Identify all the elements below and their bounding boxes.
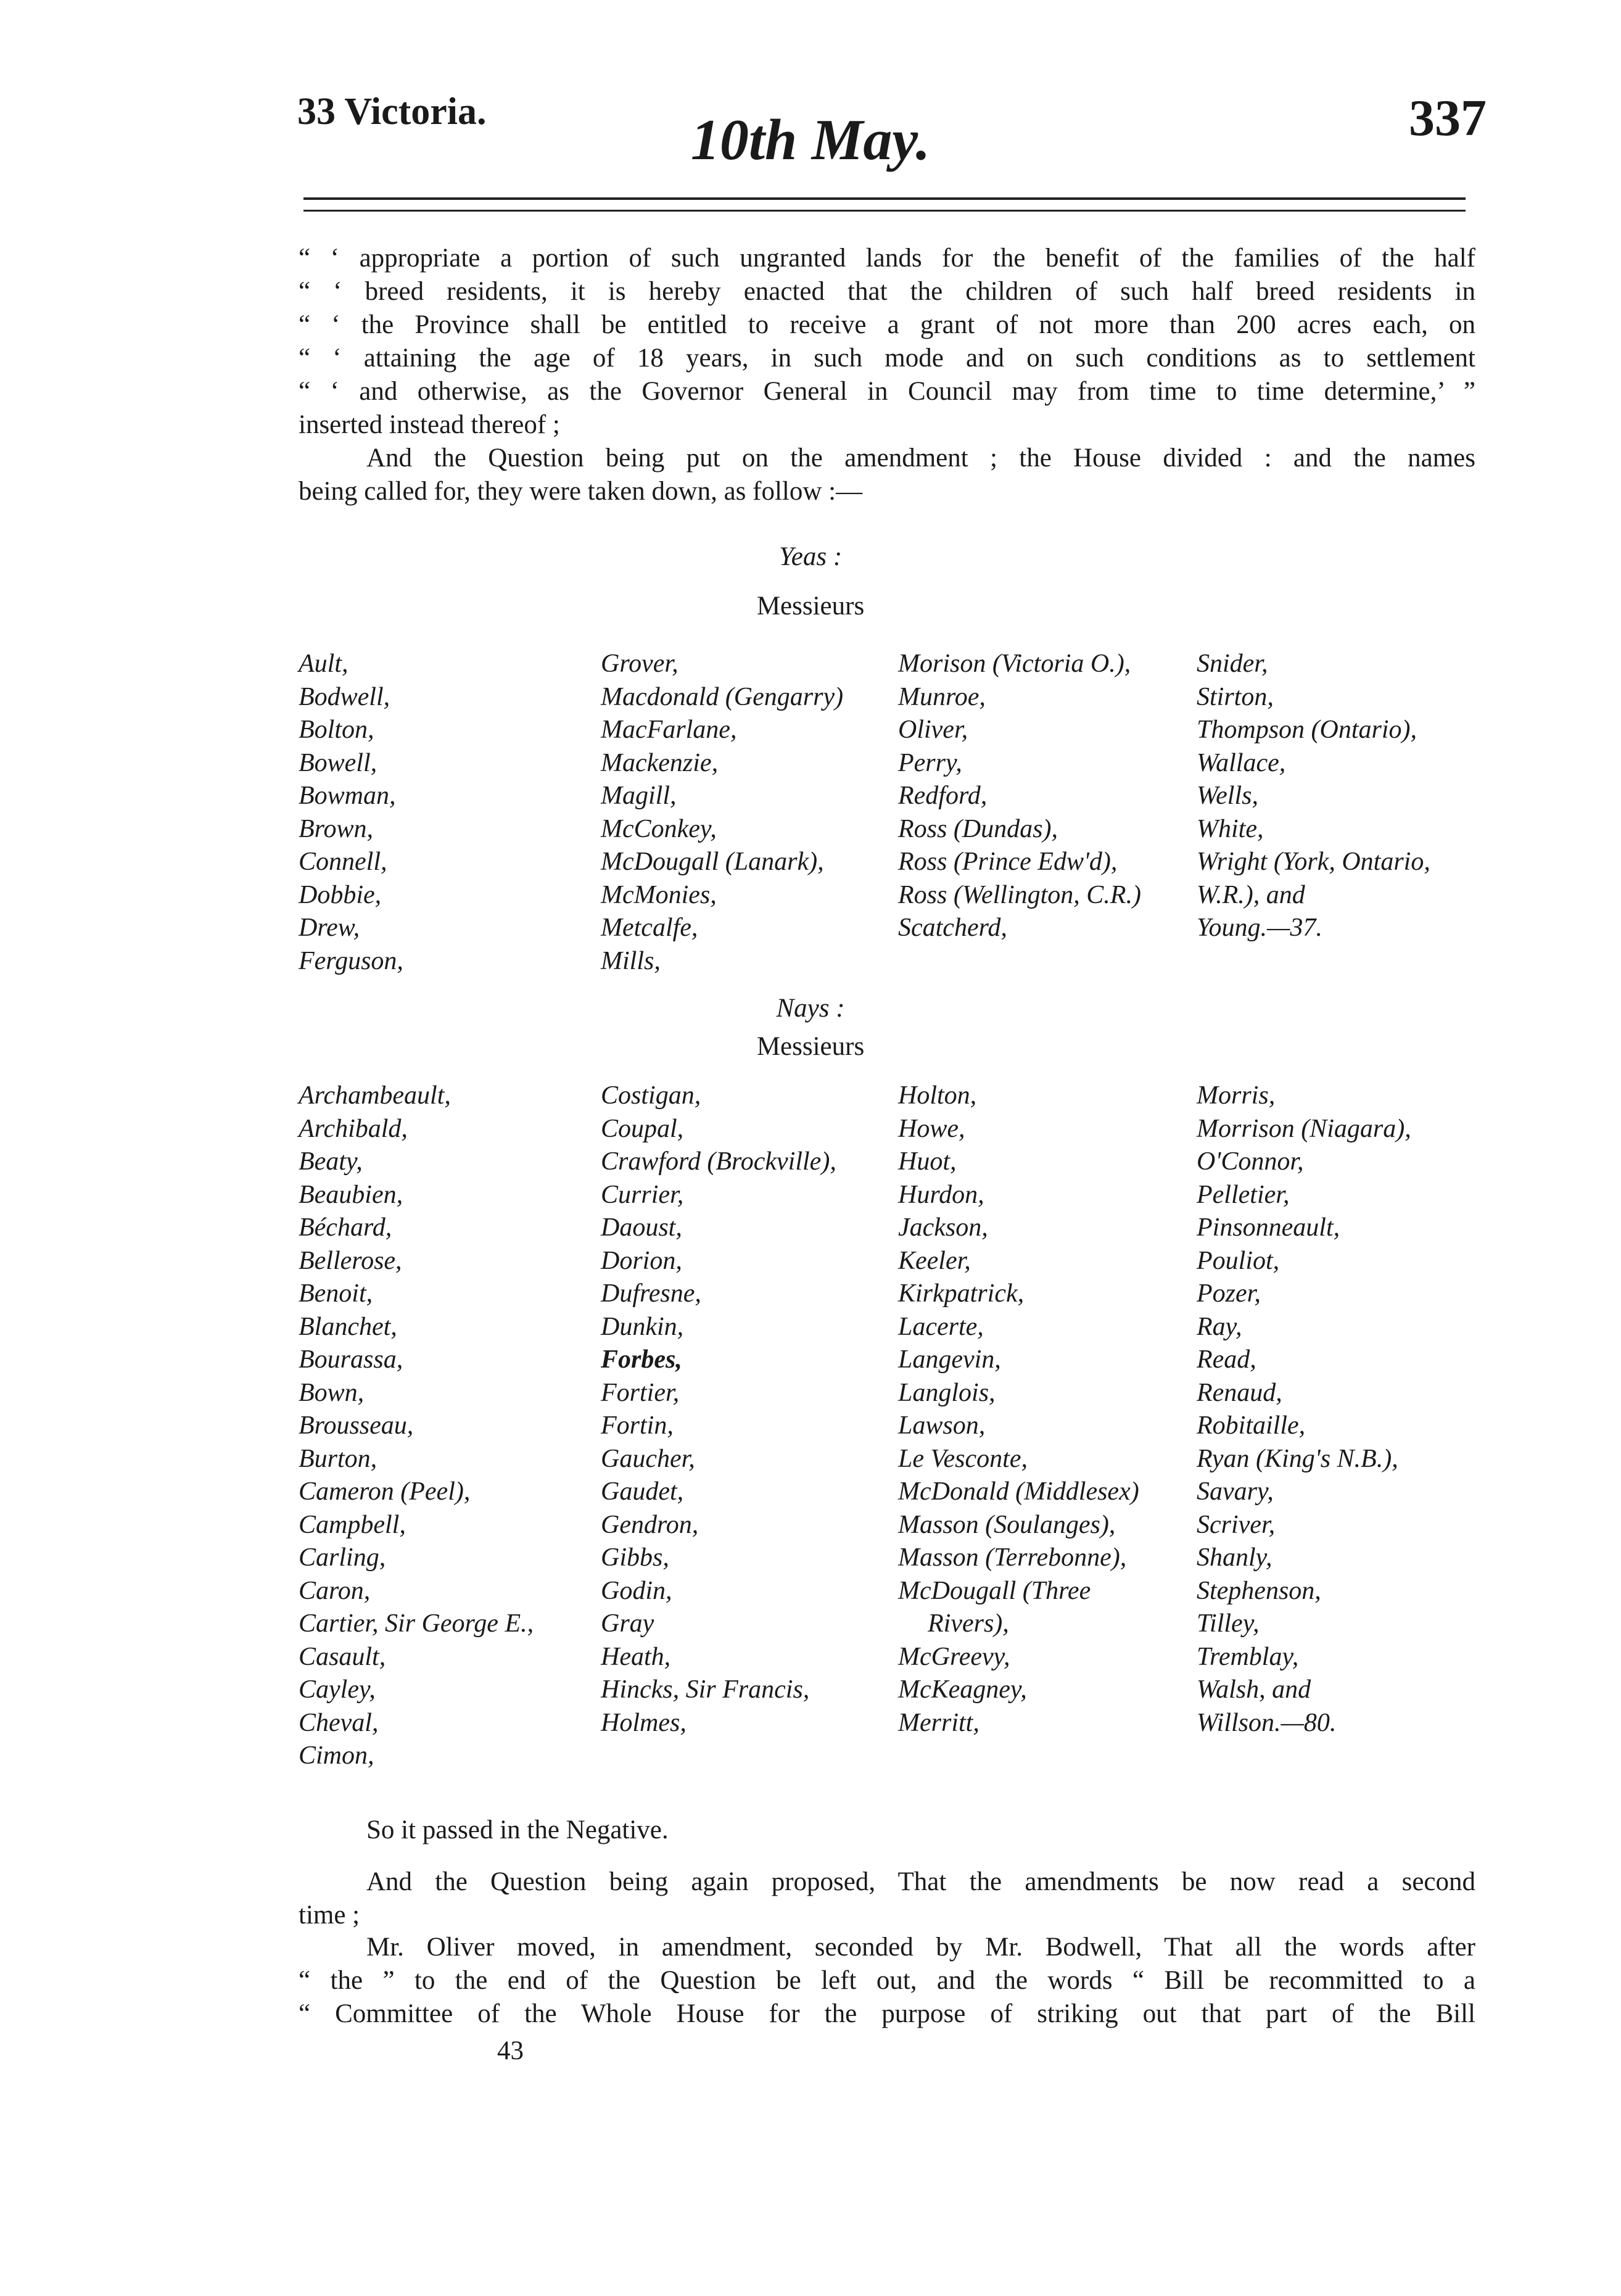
amendment-line: Mr. Oliver moved, in amendment, seconded by Mr. Bodwell, That all the words after	[366, 1933, 1475, 1962]
member-name: Le Vesconte,	[898, 1444, 1028, 1473]
member-name: Pinsonneault,	[1197, 1213, 1340, 1242]
member-name: Scatcherd,	[898, 914, 1007, 942]
division-line: being called for, they were taken down, as follow :—	[299, 477, 863, 506]
header-rule-bottom	[303, 210, 1466, 212]
member-name: Lawson,	[898, 1411, 986, 1440]
member-name: Keeler,	[898, 1246, 971, 1275]
member-name: Cheval,	[299, 1708, 379, 1737]
member-name: Ross (Dundas),	[898, 814, 1058, 843]
member-name: Cameron (Peel),	[299, 1477, 471, 1506]
member-name: Coupal,	[601, 1114, 684, 1143]
member-name: Drew,	[299, 914, 360, 942]
member-name: McKeagney,	[898, 1675, 1027, 1704]
member-name: Bowman,	[299, 782, 396, 810]
member-name: MacFarlane,	[601, 716, 737, 744]
nays-heading: Nays :	[776, 994, 845, 1023]
member-name: Rivers),	[928, 1609, 1009, 1638]
member-name: Morris,	[1197, 1081, 1276, 1110]
member-name: Hincks, Sir Francis,	[601, 1675, 810, 1704]
member-name: Robitaille,	[1197, 1411, 1306, 1440]
member-name: Bodwell,	[299, 682, 390, 711]
member-name: Metcalfe,	[601, 914, 698, 942]
member-name: Renaud,	[1197, 1378, 1282, 1407]
member-name: Dorion,	[601, 1246, 682, 1275]
member-name: Heath,	[601, 1642, 671, 1671]
intro-line: “ ‘ breed residents, it is hereby enacted that the children of such half breed residents in	[299, 277, 1475, 306]
yeas-column-1	[299, 648, 403, 978]
member-name: Fortier,	[601, 1378, 680, 1407]
member-name: Ryan (King's N.B.),	[1197, 1444, 1398, 1473]
member-name: Gaucher,	[601, 1444, 695, 1473]
signature-mark: 43	[497, 2036, 524, 2065]
member-name: Pelletier,	[1197, 1180, 1290, 1209]
member-name: Wallace,	[1197, 748, 1286, 777]
member-name: McDougall (Three	[898, 1576, 1091, 1605]
member-name: Bowell,	[299, 748, 377, 777]
amendment-line: “ Committee of the Whole House for the purpose of striking out that part of the Bill	[299, 1999, 1475, 2028]
member-name: Scriver,	[1197, 1510, 1276, 1539]
member-name: Brousseau,	[299, 1411, 414, 1440]
member-name: Ross (Prince Edw'd),	[898, 848, 1118, 876]
member-name: Gendron,	[601, 1510, 699, 1539]
member-name: Cimon,	[299, 1741, 374, 1770]
member-name: Magill,	[601, 782, 677, 810]
member-name: McDonald (Middlesex)	[898, 1477, 1139, 1506]
member-name: Cartier, Sir George E.,	[299, 1609, 534, 1638]
intro-line: “ ‘ the Province shall be entitled to receive a grant of not more than 200 acres each, on	[299, 310, 1475, 339]
member-name: Tremblay,	[1197, 1642, 1299, 1671]
member-name: Ault,	[299, 650, 349, 678]
member-name: Campbell,	[299, 1510, 406, 1539]
member-name: Currier,	[601, 1180, 684, 1209]
member-name: Holton,	[898, 1081, 977, 1110]
member-name: Shanly,	[1197, 1543, 1272, 1572]
member-name: Dufresne,	[601, 1279, 701, 1308]
division-paragraph	[299, 442, 1475, 508]
nays-subheading: Messieurs	[756, 1032, 865, 1061]
member-name: Huot,	[898, 1147, 957, 1176]
member-name: Fortin,	[601, 1411, 674, 1440]
member-name: Pozer,	[1197, 1279, 1261, 1308]
member-name: Connell,	[299, 848, 387, 876]
member-name: Bolton,	[299, 716, 374, 744]
member-name: Holmes,	[601, 1708, 687, 1737]
member-name: Beaty,	[299, 1147, 363, 1176]
yeas-list	[299, 648, 1508, 984]
member-name: O'Connor,	[1197, 1147, 1304, 1176]
yeas-column-4	[1197, 648, 1430, 945]
member-name: Langevin,	[898, 1345, 1001, 1374]
second-reading-line: And the Question being again proposed, That the amendments be now read a second	[366, 1867, 1475, 1896]
member-name: Morison (Victoria O.),	[898, 650, 1131, 678]
member-name: Cayley,	[299, 1675, 376, 1704]
member-name: Mackenzie,	[601, 748, 719, 777]
member-name: Archibald,	[299, 1114, 408, 1143]
member-name: Béchard,	[299, 1213, 392, 1242]
member-name: Gray	[601, 1609, 654, 1638]
member-name: Dobbie,	[299, 880, 382, 909]
header-rule-top	[303, 197, 1466, 200]
member-name: Costigan,	[601, 1081, 701, 1110]
member-name: Lacerte,	[898, 1312, 984, 1341]
member-name: Stephenson,	[1197, 1576, 1321, 1605]
nays-column-2	[601, 1080, 836, 1740]
member-name: Willson.—80.	[1197, 1708, 1337, 1737]
member-name: Mills,	[601, 946, 661, 975]
header-date: 10th May.	[690, 108, 931, 172]
member-name: Dunkin,	[601, 1312, 684, 1341]
member-name: Daoust,	[601, 1213, 682, 1242]
intro-line: “ ‘ attaining the age of 18 years, in such mode and on such conditions as to settlement	[299, 344, 1475, 373]
member-name: W.R.), and	[1197, 880, 1305, 909]
member-name: Archambeault,	[299, 1081, 451, 1110]
nays-list	[299, 1080, 1508, 1777]
member-name: Merritt,	[898, 1708, 980, 1737]
member-name: Burton,	[299, 1444, 377, 1473]
second-reading-paragraph	[299, 1865, 1475, 1932]
member-name: Snider,	[1197, 650, 1268, 678]
member-name: Bellerose,	[299, 1246, 402, 1275]
member-name: Pouliot,	[1197, 1246, 1280, 1275]
member-name: Stirton,	[1197, 682, 1274, 711]
member-name: Masson (Terrebonne),	[898, 1543, 1127, 1572]
yeas-subheading: Messieurs	[756, 592, 865, 621]
division-line: And the Question being put on the amendment ; the House divided : and the names	[366, 444, 1475, 473]
second-reading-line: time ;	[299, 1901, 360, 1930]
member-name: Macdonald (Gengarry)	[601, 682, 844, 711]
member-name: Morrison (Niagara),	[1197, 1114, 1411, 1143]
member-name: McDougall (Lanark),	[601, 848, 824, 876]
member-name: Kirkpatrick,	[898, 1279, 1025, 1308]
member-name: McGreevy,	[898, 1642, 1010, 1671]
amendment-line: “ the ” to the end of the Question be left out, and the words “ Bill be recommitted to a	[299, 1966, 1475, 1995]
member-name: Casault,	[299, 1642, 386, 1671]
member-name: Howe,	[898, 1114, 965, 1143]
intro-line: “ ‘ and otherwise, as the Governor General in Council may from time to time determine,’ ”	[299, 377, 1475, 406]
member-name: Gibbs,	[601, 1543, 669, 1572]
member-name: Masson (Soulanges),	[898, 1510, 1116, 1539]
header-page-number: 337	[1409, 89, 1487, 147]
member-name: Grover,	[601, 650, 679, 678]
member-name: Benoit,	[299, 1279, 373, 1308]
member-name: Wright (York, Ontario,	[1197, 848, 1430, 876]
member-name: Thompson (Ontario),	[1197, 716, 1417, 744]
intro-line: inserted instead thereof ;	[299, 410, 560, 439]
member-name: Read,	[1197, 1345, 1256, 1374]
member-name: Ross (Wellington, C.R.)	[898, 880, 1141, 909]
member-name: Savary,	[1197, 1477, 1274, 1506]
member-name: Munroe,	[898, 682, 986, 711]
intro-paragraph	[299, 242, 1475, 442]
member-name: White,	[1197, 814, 1264, 843]
nays-column-3	[898, 1080, 1139, 1740]
member-name: Gaudet,	[601, 1477, 684, 1506]
member-name: Godin,	[601, 1576, 672, 1605]
negative-line: So it passed in the Negative.	[366, 1815, 669, 1844]
member-name: McMonies,	[601, 880, 717, 909]
oliver-amendment-paragraph	[299, 1931, 1475, 2031]
nays-column-4	[1197, 1080, 1411, 1740]
yeas-column-2	[601, 648, 843, 978]
member-name: Jackson,	[898, 1213, 988, 1242]
member-name: Carling,	[299, 1543, 386, 1572]
yeas-column-3	[898, 648, 1141, 945]
member-name: Young.—37.	[1197, 914, 1322, 942]
member-name: Ray,	[1197, 1312, 1242, 1341]
member-name: Beaubien,	[299, 1180, 403, 1209]
yeas-heading: Yeas :	[778, 542, 843, 571]
member-name: Bourassa,	[299, 1345, 403, 1374]
member-name: Brown,	[299, 814, 373, 843]
member-name: Langlois,	[898, 1378, 996, 1407]
intro-line: “ ‘ appropriate a portion of such ungranted lands for the benefit of the families of the half	[299, 244, 1475, 273]
member-name: Caron,	[299, 1576, 371, 1605]
member-name: Crawford (Brockville),	[601, 1147, 836, 1176]
member-name: Tilley,	[1197, 1609, 1260, 1638]
member-name: Bown,	[299, 1378, 365, 1407]
member-name: Redford,	[898, 782, 988, 810]
member-name: Ferguson,	[299, 946, 403, 975]
nays-column-1	[299, 1080, 534, 1773]
member-name: Blanchet,	[299, 1312, 397, 1341]
member-name: Perry,	[898, 748, 962, 777]
member-name: Wells,	[1197, 782, 1258, 810]
member-name: Walsh, and	[1197, 1675, 1311, 1704]
negative-result	[299, 1814, 1475, 1847]
member-name: Forbes,	[601, 1345, 682, 1374]
member-name: Oliver,	[898, 716, 968, 744]
member-name: McConkey,	[601, 814, 717, 843]
member-name: Hurdon,	[898, 1180, 984, 1209]
header-session: 33 Victoria.	[297, 91, 487, 133]
